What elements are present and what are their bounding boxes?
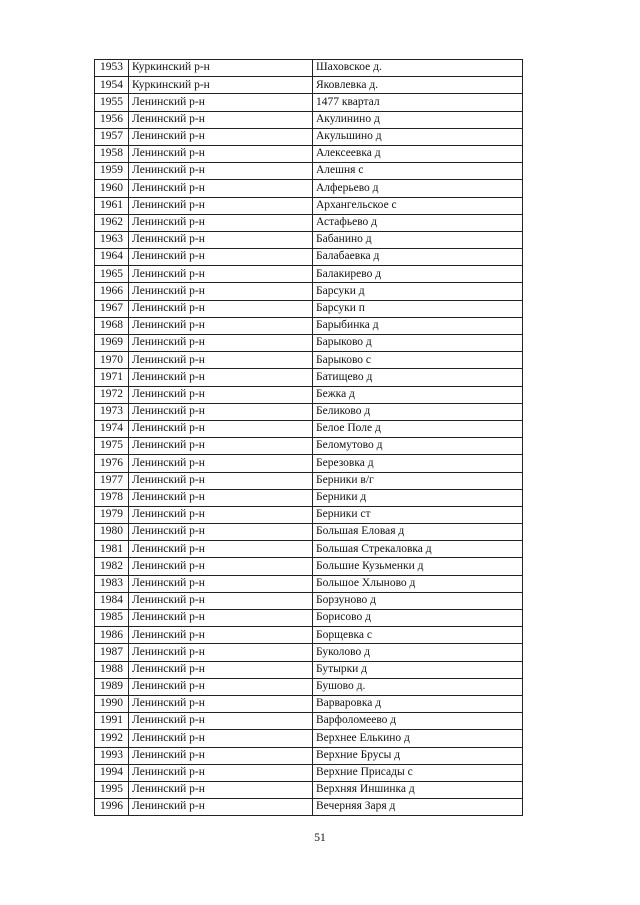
row-number-cell: 1967 <box>95 300 129 317</box>
district-cell: Ленинский р-н <box>129 764 313 781</box>
row-number-cell: 1970 <box>95 352 129 369</box>
locality-cell: Алферьево д <box>313 180 523 197</box>
table-row <box>95 592 523 609</box>
table-row <box>95 94 523 111</box>
table-row <box>95 489 523 506</box>
table-row <box>95 283 523 300</box>
locality-cell: Батищево д <box>313 369 523 386</box>
table-row <box>95 197 523 214</box>
row-number-cell: 1969 <box>95 335 129 352</box>
district-cell: Ленинский р-н <box>129 610 313 627</box>
locality-cell: Барыково с <box>313 352 523 369</box>
locality-cell: Барыково д <box>313 335 523 352</box>
locality-cell: Акулинино д <box>313 111 523 128</box>
district-cell: Ленинский р-н <box>129 575 313 592</box>
row-number-cell: 1964 <box>95 249 129 266</box>
locality-cell: Большое Хлыново д <box>313 575 523 592</box>
table-row <box>95 403 523 420</box>
locality-cell: Берники ст <box>313 506 523 523</box>
row-number-cell: 1991 <box>95 713 129 730</box>
district-cell: Куркинский р-н <box>129 77 313 94</box>
district-cell: Ленинский р-н <box>129 558 313 575</box>
district-cell: Ленинский р-н <box>129 730 313 747</box>
district-cell: Ленинский р-н <box>129 352 313 369</box>
locality-cell: Берники д <box>313 489 523 506</box>
table-row <box>95 713 523 730</box>
table-row <box>95 335 523 352</box>
district-cell: Ленинский р-н <box>129 747 313 764</box>
district-cell: Ленинский р-н <box>129 695 313 712</box>
locality-cell: Бежка д <box>313 386 523 403</box>
row-number-cell: 1954 <box>95 77 129 94</box>
district-cell: Ленинский р-н <box>129 369 313 386</box>
row-number-cell: 1966 <box>95 283 129 300</box>
locality-cell: Белое Поле д <box>313 420 523 437</box>
district-cell: Ленинский р-н <box>129 592 313 609</box>
district-cell: Ленинский р-н <box>129 489 313 506</box>
locality-cell: Верхняя Иншинка д <box>313 781 523 798</box>
table-row <box>95 627 523 644</box>
row-number-cell: 1965 <box>95 266 129 283</box>
locality-cell: Бутырки д <box>313 661 523 678</box>
row-number-cell: 1992 <box>95 730 129 747</box>
district-cell: Ленинский р-н <box>129 420 313 437</box>
table-row <box>95 455 523 472</box>
locality-cell: Астафьево д <box>313 214 523 231</box>
table-row <box>95 231 523 248</box>
table-row <box>95 541 523 558</box>
row-number-cell: 1982 <box>95 558 129 575</box>
table-row <box>95 180 523 197</box>
table-row <box>95 60 523 77</box>
table-row <box>95 575 523 592</box>
district-cell: Ленинский р-н <box>129 94 313 111</box>
table-row <box>95 145 523 162</box>
row-number-cell: 1993 <box>95 747 129 764</box>
locality-cell: Берники в/г <box>313 472 523 489</box>
district-cell: Ленинский р-н <box>129 317 313 334</box>
row-number-cell: 1975 <box>95 438 129 455</box>
locality-cell: Верхнее Елькино д <box>313 730 523 747</box>
row-number-cell: 1971 <box>95 369 129 386</box>
district-cell: Ленинский р-н <box>129 438 313 455</box>
locality-table-body <box>95 60 523 816</box>
district-cell: Куркинский р-н <box>129 60 313 77</box>
district-cell: Ленинский р-н <box>129 300 313 317</box>
row-number-cell: 1963 <box>95 231 129 248</box>
district-cell: Ленинский р-н <box>129 386 313 403</box>
table-row <box>95 472 523 489</box>
row-number-cell: 1973 <box>95 403 129 420</box>
locality-cell: Алешня с <box>313 163 523 180</box>
district-cell: Ленинский р-н <box>129 713 313 730</box>
table-row <box>95 352 523 369</box>
district-cell: Ленинский р-н <box>129 644 313 661</box>
row-number-cell: 1957 <box>95 128 129 145</box>
locality-cell: Архангельское с <box>313 197 523 214</box>
locality-cell: Вечерняя Заря д <box>313 799 523 816</box>
locality-cell: Большие Кузьменки д <box>313 558 523 575</box>
table-row <box>95 317 523 334</box>
table-row <box>95 781 523 798</box>
row-number-cell: 1996 <box>95 799 129 816</box>
table-row <box>95 558 523 575</box>
locality-cell: Беликово д <box>313 403 523 420</box>
district-cell: Ленинский р-н <box>129 231 313 248</box>
table-row <box>95 764 523 781</box>
row-number-cell: 1986 <box>95 627 129 644</box>
table-row <box>95 661 523 678</box>
row-number-cell: 1972 <box>95 386 129 403</box>
district-cell: Ленинский р-н <box>129 163 313 180</box>
table-row <box>95 799 523 816</box>
locality-cell: Беломутово д <box>313 438 523 455</box>
district-cell: Ленинский р-н <box>129 781 313 798</box>
table-row <box>95 163 523 180</box>
row-number-cell: 1994 <box>95 764 129 781</box>
row-number-cell: 1988 <box>95 661 129 678</box>
row-number-cell: 1990 <box>95 695 129 712</box>
table-row <box>95 678 523 695</box>
locality-cell: Большая Еловая д <box>313 524 523 541</box>
locality-cell: Шаховское д. <box>313 60 523 77</box>
table-row <box>95 420 523 437</box>
row-number-cell: 1962 <box>95 214 129 231</box>
district-cell: Ленинский р-н <box>129 283 313 300</box>
district-cell: Ленинский р-н <box>129 455 313 472</box>
district-cell: Ленинский р-н <box>129 145 313 162</box>
table-row <box>95 128 523 145</box>
row-number-cell: 1977 <box>95 472 129 489</box>
district-cell: Ленинский р-н <box>129 799 313 816</box>
locality-cell: Верхние Присады с <box>313 764 523 781</box>
locality-cell: Борзуново д <box>313 592 523 609</box>
locality-cell: Барсуки д <box>313 283 523 300</box>
locality-cell: Борисово д <box>313 610 523 627</box>
page-number: 51 <box>314 832 326 844</box>
district-cell: Ленинский р-н <box>129 627 313 644</box>
row-number-cell: 1983 <box>95 575 129 592</box>
table-row <box>95 610 523 627</box>
district-cell: Ленинский р-н <box>129 472 313 489</box>
row-number-cell: 1980 <box>95 524 129 541</box>
locality-cell: Балакирево д <box>313 266 523 283</box>
district-cell: Ленинский р-н <box>129 249 313 266</box>
district-cell: Ленинский р-н <box>129 524 313 541</box>
district-cell: Ленинский р-н <box>129 180 313 197</box>
district-cell: Ленинский р-н <box>129 661 313 678</box>
row-number-cell: 1953 <box>95 60 129 77</box>
locality-table <box>94 59 523 816</box>
locality-cell: Балабаевка д <box>313 249 523 266</box>
district-cell: Ленинский р-н <box>129 541 313 558</box>
row-number-cell: 1989 <box>95 678 129 695</box>
row-number-cell: 1995 <box>95 781 129 798</box>
row-number-cell: 1956 <box>95 111 129 128</box>
district-cell: Ленинский р-н <box>129 403 313 420</box>
locality-cell: Варваровка д <box>313 695 523 712</box>
row-number-cell: 1968 <box>95 317 129 334</box>
district-cell: Ленинский р-н <box>129 506 313 523</box>
row-number-cell: 1976 <box>95 455 129 472</box>
district-cell: Ленинский р-н <box>129 335 313 352</box>
locality-cell: Барыбинка д <box>313 317 523 334</box>
table-row <box>95 524 523 541</box>
row-number-cell: 1978 <box>95 489 129 506</box>
locality-cell: Акульшино д <box>313 128 523 145</box>
district-cell: Ленинский р-н <box>129 678 313 695</box>
district-cell: Ленинский р-н <box>129 266 313 283</box>
locality-cell: Бабанино д <box>313 231 523 248</box>
row-number-cell: 1979 <box>95 506 129 523</box>
district-cell: Ленинский р-н <box>129 111 313 128</box>
table-row <box>95 386 523 403</box>
locality-cell: Бушово д. <box>313 678 523 695</box>
table-row <box>95 644 523 661</box>
locality-cell: Яковлевка д. <box>313 77 523 94</box>
table-row <box>95 249 523 266</box>
locality-cell: Большая Стрекаловка д <box>313 541 523 558</box>
locality-cell: Варфоломеево д <box>313 713 523 730</box>
district-cell: Ленинский р-н <box>129 214 313 231</box>
locality-cell: 1477 квартал <box>313 94 523 111</box>
table-row <box>95 266 523 283</box>
row-number-cell: 1981 <box>95 541 129 558</box>
table-row <box>95 747 523 764</box>
table-row <box>95 77 523 94</box>
table-row <box>95 369 523 386</box>
table-row <box>95 111 523 128</box>
locality-cell: Алексеевка д <box>313 145 523 162</box>
row-number-cell: 1987 <box>95 644 129 661</box>
row-number-cell: 1959 <box>95 163 129 180</box>
locality-cell: Борщевка с <box>313 627 523 644</box>
table-row <box>95 214 523 231</box>
locality-cell: Верхние Брусы д <box>313 747 523 764</box>
row-number-cell: 1958 <box>95 145 129 162</box>
row-number-cell: 1985 <box>95 610 129 627</box>
row-number-cell: 1960 <box>95 180 129 197</box>
table-row <box>95 438 523 455</box>
row-number-cell: 1974 <box>95 420 129 437</box>
locality-cell: Буколово д <box>313 644 523 661</box>
table-row <box>95 300 523 317</box>
row-number-cell: 1984 <box>95 592 129 609</box>
locality-cell: Барсуки п <box>313 300 523 317</box>
district-cell: Ленинский р-н <box>129 197 313 214</box>
table-row <box>95 695 523 712</box>
row-number-cell: 1961 <box>95 197 129 214</box>
row-number-cell: 1955 <box>95 94 129 111</box>
district-cell: Ленинский р-н <box>129 128 313 145</box>
table-row <box>95 506 523 523</box>
table-row <box>95 730 523 747</box>
locality-cell: Березовка д <box>313 455 523 472</box>
